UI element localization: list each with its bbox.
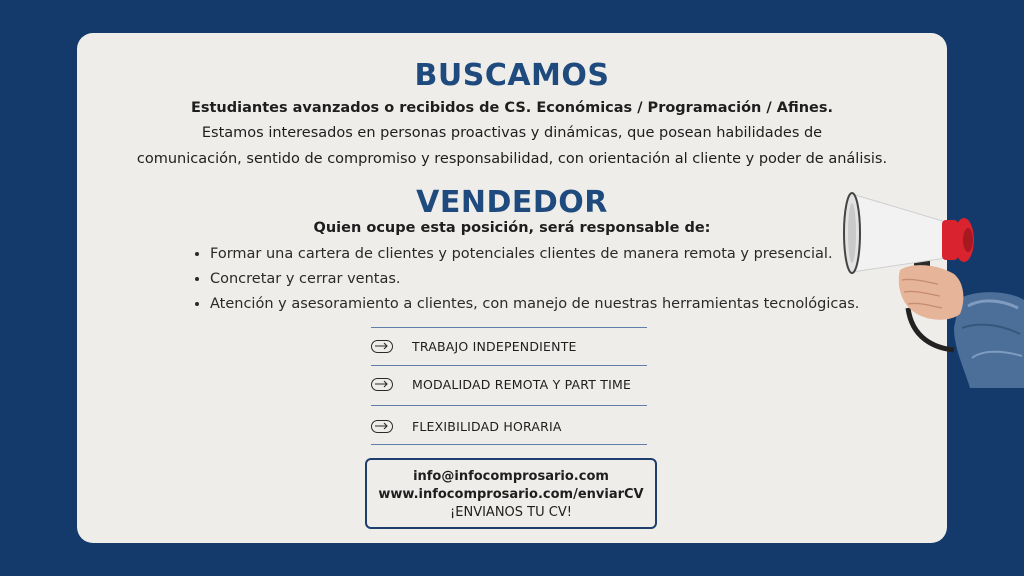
divider — [371, 365, 647, 366]
position-title: VENDEDOR — [416, 185, 608, 220]
responsibilities-list — [196, 242, 859, 317]
contact-cta: ¡ENVIANOS TU CV! — [450, 505, 572, 520]
responsibility-item: • Atención y asesoramiento a clientes, con manejo de nuestras herramientas tecnológicas. — [210, 292, 859, 317]
main-heading: BUSCAMOS — [414, 58, 610, 93]
description-line-2: comunicación, sentido de compromiso y responsabilidad, con orientación al cliente y poder de análisis. — [136, 151, 888, 167]
contact-website[interactable]: www.infocomprosario.com/enviarCV — [378, 487, 644, 502]
arrow-right-icon — [371, 340, 393, 353]
contact-box — [365, 458, 657, 529]
divider — [371, 405, 647, 406]
feature-item — [371, 335, 651, 357]
megaphone-icon — [842, 188, 1024, 388]
responsibility-item: • Formar una cartera de clientes y potenciales clientes de manera remota y presencial. — [210, 242, 859, 267]
responsibility-item: • Concretar y cerrar ventas. — [210, 267, 859, 292]
arrow-right-icon — [371, 420, 393, 433]
feature-label: FLEXIBILIDAD HORARIA — [412, 418, 562, 434]
arrow-right-icon — [371, 378, 393, 391]
feature-item — [371, 415, 651, 437]
feature-item — [371, 373, 651, 395]
divider — [371, 327, 647, 328]
responsibilities-intro: Quien ocupe esta posición, será responsable de: — [313, 220, 711, 236]
description-line-1: Estamos interesados en personas proactivas y dinámicas, que posean habilidades de — [201, 125, 823, 141]
contact-email[interactable]: info@infocomprosario.com — [413, 469, 609, 484]
divider — [371, 444, 647, 445]
feature-label: TRABAJO INDEPENDIENTE — [412, 338, 577, 354]
feature-label: MODALIDAD REMOTA Y PART TIME — [412, 376, 632, 392]
candidate-profile: Estudiantes avanzados o recibidos de CS. Económicas / Programación / Afines. — [190, 100, 834, 116]
